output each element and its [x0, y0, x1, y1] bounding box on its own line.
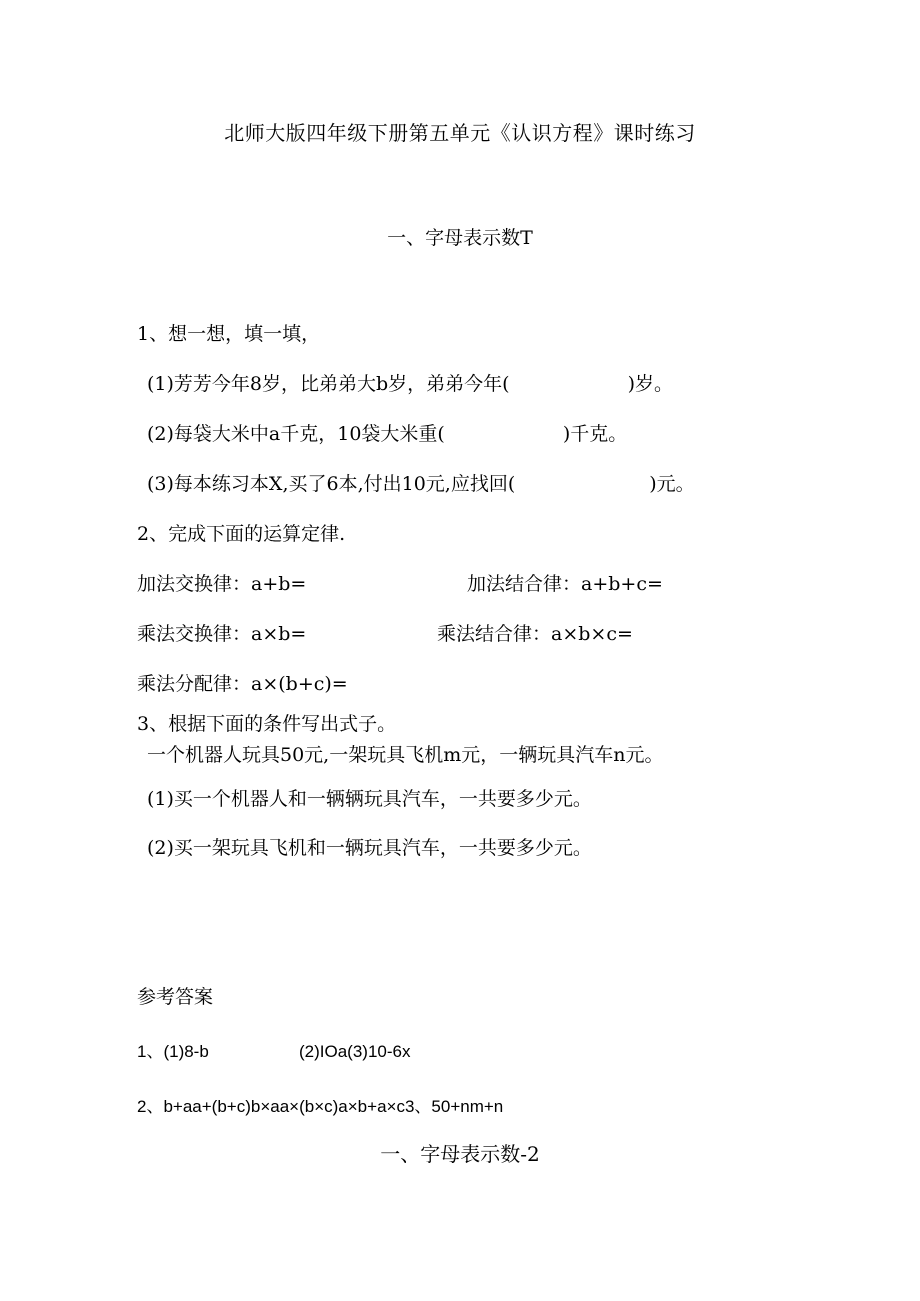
- multiplication-commutative-law: 乘法交换律：a×b=: [137, 623, 307, 645]
- section-heading-2: 一、字母表示数-2: [380, 1142, 540, 1166]
- answer-1-right: (2)IOa(3)10-6x: [299, 1042, 411, 1061]
- question-1-part-1: [147, 372, 673, 396]
- answers-heading: 参考答案: [137, 986, 214, 1008]
- question-3-context: 一个机器人玩具50元,一架玩具飞机m元，一辆玩具汽车n元。: [147, 744, 664, 766]
- question-1-part-2: [147, 422, 627, 446]
- answer-2: 2、b+aa+(b+c)b×aa×(b×c)a×b+a×c3、50+nm+n: [137, 1097, 504, 1116]
- question-1-part-3-unit: )元。: [649, 473, 695, 495]
- addition-commutative-law: 加法交换律：a+b=: [137, 573, 307, 595]
- question-1-part-3-text: (3)每本练习本X,买了6本,付出10元,应找回(: [147, 473, 516, 495]
- question-3-part-1: (1)买一个机器人和一辆辆玩具汽车，一共要多少元。: [147, 788, 592, 810]
- addition-associative-law: 加法结合律：a+b+c=: [467, 573, 663, 595]
- question-1-part-1-text: (1)芳芳今年8岁，比弟弟大b岁，弟弟今年(: [147, 373, 510, 395]
- section-heading-1: 一、字母表示数T: [387, 227, 533, 249]
- question-1-part-1-unit: )岁。: [627, 373, 673, 395]
- multiplication-distributive-law: 乘法分配律：a×(b+c)=: [137, 673, 348, 695]
- question-3-part-2: (2)买一架玩具飞机和一辆玩具汽车，一共要多少元。: [147, 837, 592, 859]
- multiplication-associative-law: 乘法结合律：a×b×c=: [437, 623, 633, 645]
- answer-1-left: 1、(1)8-b: [137, 1042, 209, 1061]
- question-2-stem: 2、完成下面的运算定律.: [137, 523, 346, 545]
- page-title: 北师大版四年级下册第五单元《认识方程》课时练习: [224, 121, 696, 145]
- question-1-part-3: [147, 472, 695, 496]
- question-1-part-2-unit: )千克。: [562, 423, 628, 445]
- question-3-stem: 3、根据下面的条件写出式子。: [137, 713, 397, 735]
- question-1-stem: 1、想一想，填一填，: [137, 323, 321, 345]
- question-1-part-2-text: (2)每袋大米中a千克，10袋大米重(: [147, 423, 445, 445]
